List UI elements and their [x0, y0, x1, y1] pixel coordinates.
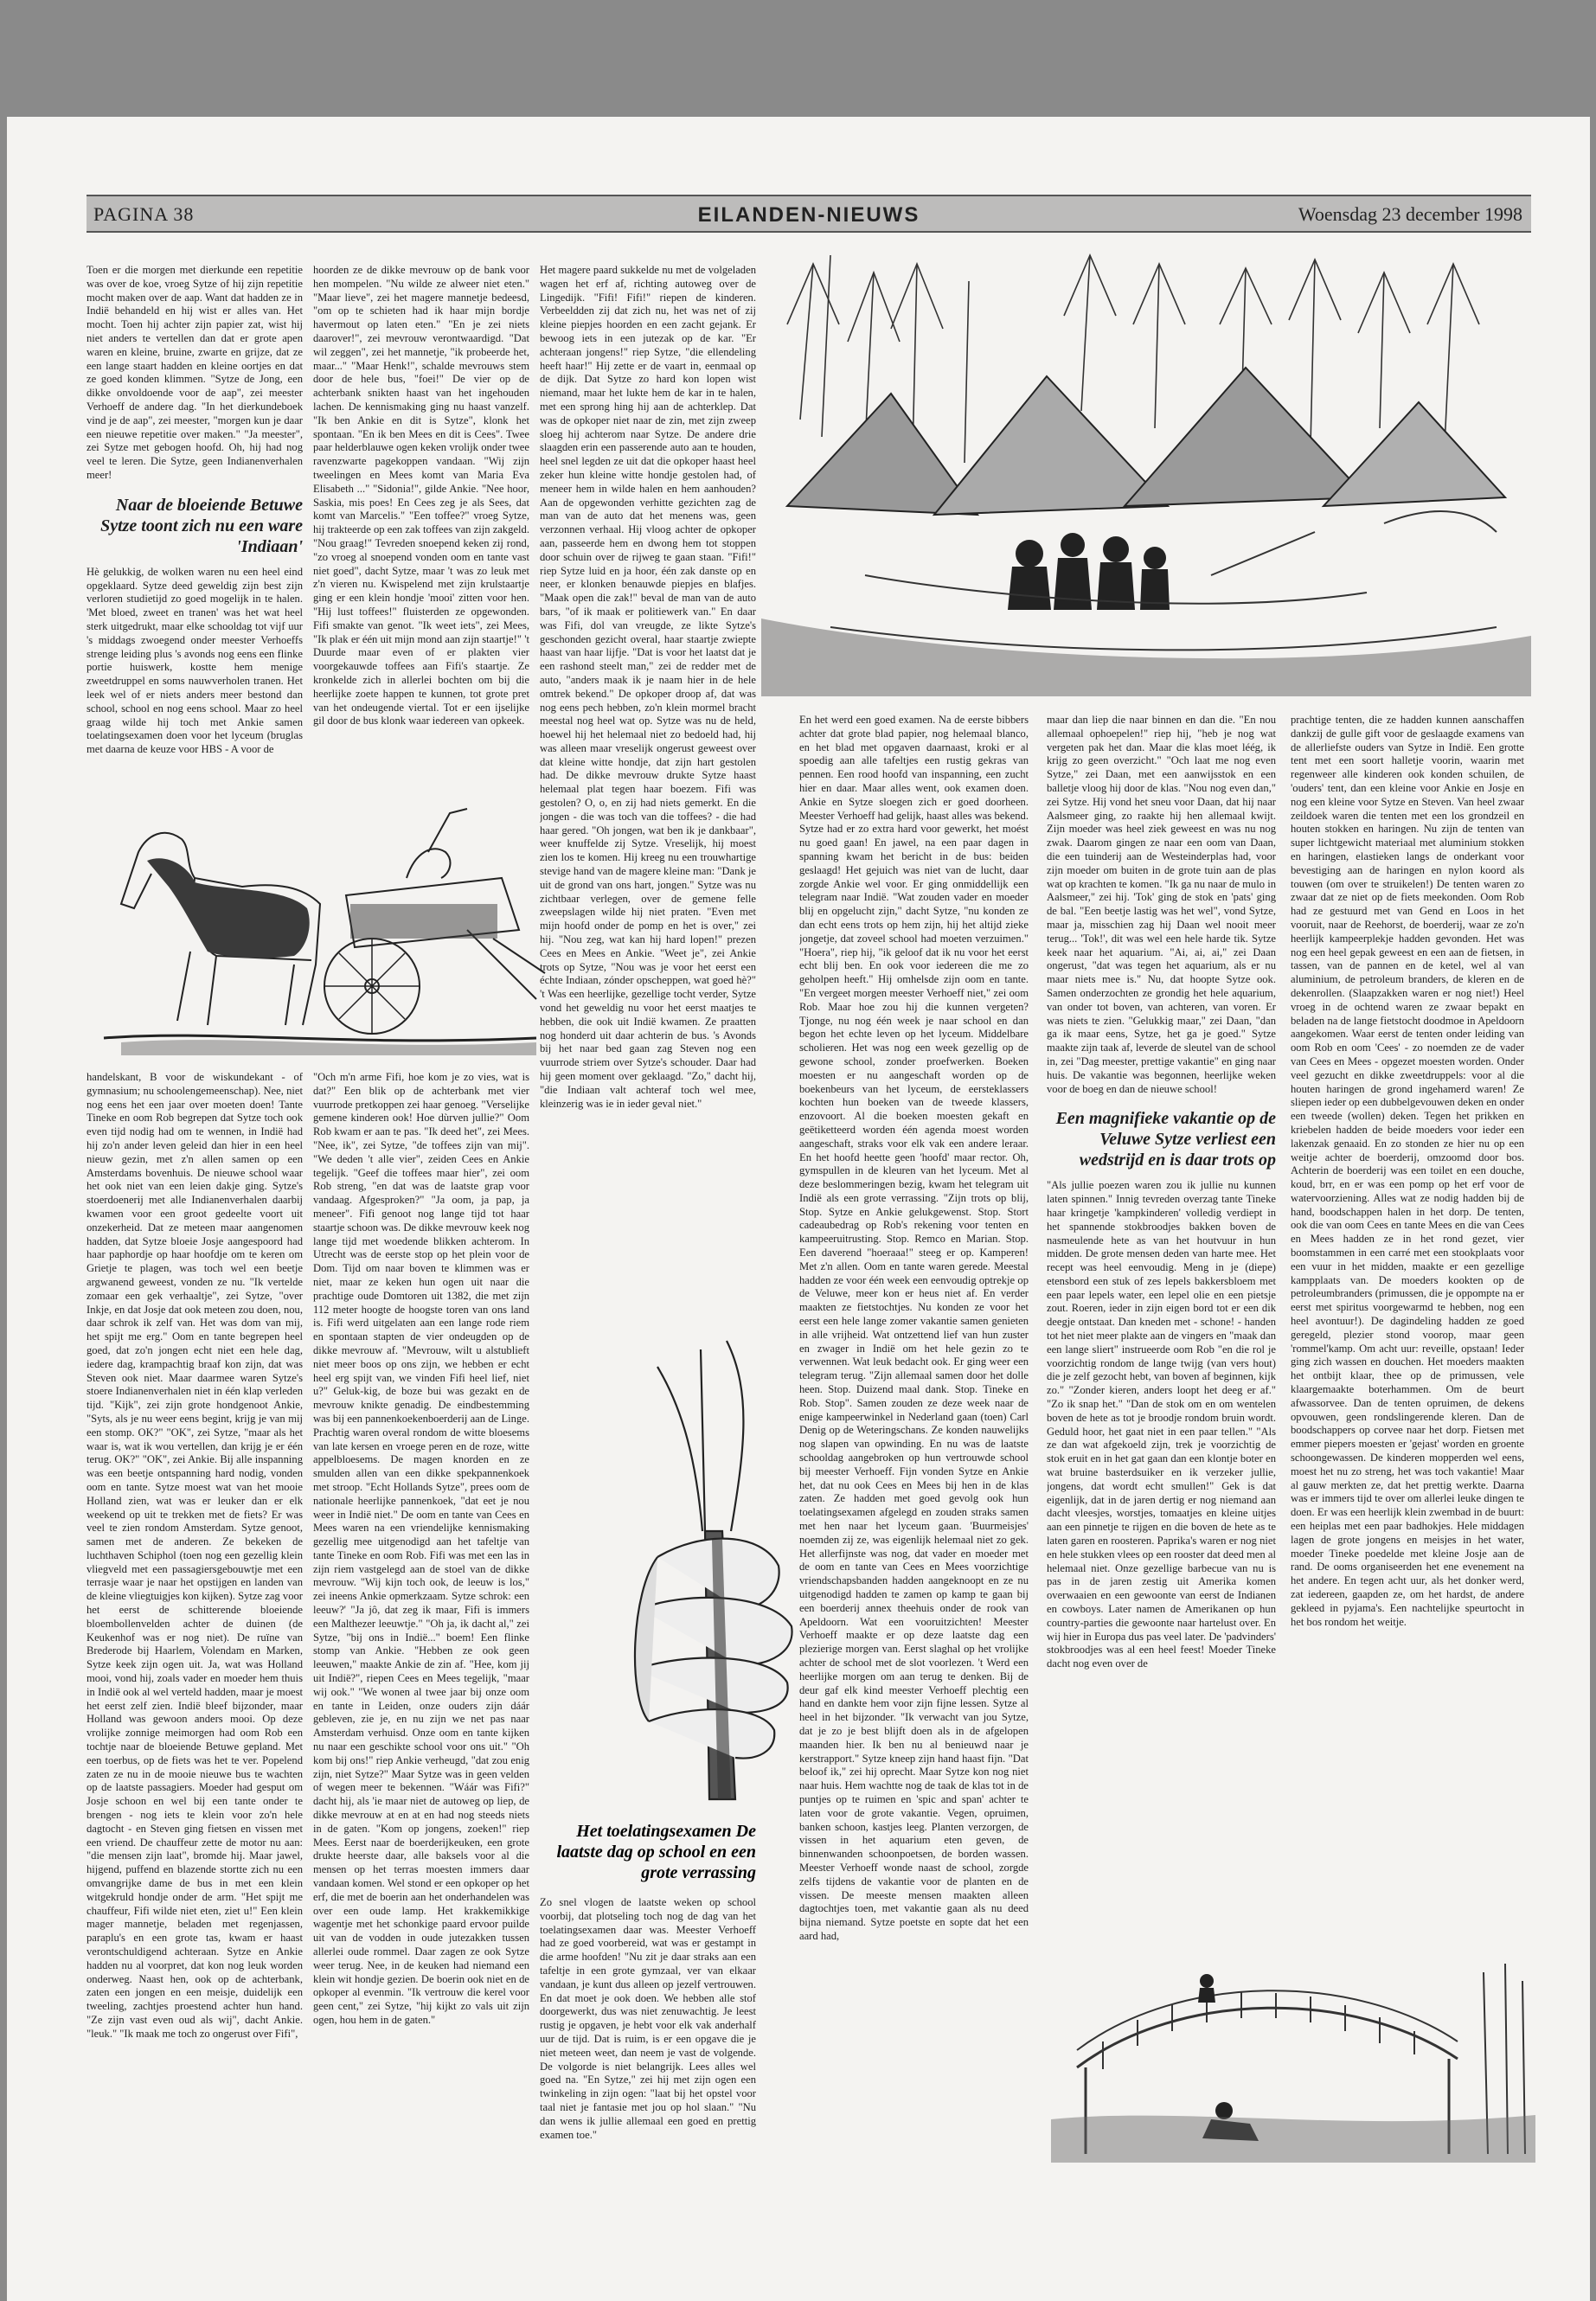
article-paragraph: handelskant, B voor de wiskundekant - of gymnasium; nu schoolengemeenschap). Nee, niet nog eens het een jaar over moeten doen! Tante Tineke en oom Rob begrepen dat Sytze toch ook even tijd nodig had om te wennen, in Indië had hij zo'n ander leven geleid dan hier in een heel nieuw gezin, met z'n allen samen op een Amsterdams bovenhuis. De nieuwe school waar het ook niet van een leien dakje ging. Sytze's stoerdoenerij met alle Indianenverhalen daarbij kwamen voor een groot gedeelte voort uit onzekerheid. Dat ze meteen maar aangenomen hadden, dat Sytze bloeie Josje aangespoord had haar paphordje op haar hoofdje om te keren om Grietje te plagen, was toch wel een beetje argwanend geweest, vonden ze nu. "Ik vertelde zomaar een gek verhaaltje", zei Sytze, "over Inkje, en dat Josje dat ook meteen zou doen, nou, daar schrok ik zelf van. Het was dom van mij, het spijt me erg." Oom en tante begrepen heel goed, dat zo'n jongen echt niet een hele dag, iedere dag, krampachtig braaf kon zijn, dat was Steven ook niet. Maar daarmee waren Sytze's stoere Indianenverhalen niet in één klap verleden tijd. "Kijk", zei zijn grote hondgenoot Ankie, "Syts, als je nu weer eens begint, krijg je van mij een stomp. OK?" "OK", zei Sytze, "maar als het waar is, wat ik wou vertellen, dan krijg je er één terug. OK?" "OK", zei Ankie. Bij alle inspanning was een beetje ontspanning hard nodig, vonden oom en tante. Sytze moest wat van het mooie Holland zien, wat was er leuker dan er elk weekend op uit te trekken met de fiets? Er was veel te zien rondom Amsterdam. Sytze genoot, samen met de anderen. Ze bekeken de luchthaven Schiphol (toen nog een gezellig klein vliegveld met een passagiersgebouwtje met een terrasje waar je naar het opstijgen en landen van de kleine vliegtuigjes kon kijken). Sytze zag voor het eerst de schitterende bloeiende bloembollenvelden achter de duinen (de Keukenhof was er nog niet). De ruïne van Brederode bij Haarlem, Volendam en Marken, Sytze keek zijn ogen uit. Ja, wat was Holland mooi, vond hij, zoals vader en moeder hem thuis in Indië ook al wel verteld hadden, maar je moest het eerst zelf zien. Indië bleef bijzonder, maar Holland was gewoon anders mooi. Op deze vrolijke zonnige meimorgen had oom Rob een tochtje naar de bloeiende Betuwe gepland. Met een toerbus, op de fiets was het te ver. Popelend zaten ze nu in de mooie nieuwe bus te wachten op de laatste passagiers. Moeder had gesput om Josje schoon en wel bij een tante onder te brengen - nog iets te klein voor zo'n hele dagtocht - en Steven ging fietsen en vissen met een vriend. De chauffeur zette de motor nu aan: "die mensen zijn laat", bromde hij. Maar jawel, hijgend, puffend en blazende stortte zich nu een omvangrijke dame de bus in met een klein witgekruld hondje onder de arm. "Het spijt me chauffeur, Fifi wilde niet eten, ziet u!" Een klein mager mannetje, beladen met regenjassen, paraplu's en een grote tas, kwam er haast verontschuldigend achteraan. Sytze en Ankie hadden nu al voorpret, dat kon nog leuk worden onderweg. Naast hen, ook op de achterbank, zaten een jongen en een meisje, duidelijk een tweeling, zachtjes proestend achter hun hand. "Ze zijn vast even oud als wij", dacht Ankie. "leuk." "Ik maak me toch zo ongerust over Fifi",	[87, 1071, 303, 2040]
column-2-top	[313, 264, 529, 787]
column-1-top	[87, 264, 303, 787]
article-paragraph: "Als jullie poezen waren zou ik jullie nu kunnen laten spinnen." Innig tevreden overzag tante Tineke haar kringetje 'kampkinderen' volledig verdiept in het spannende stokbroodjes bakken boven de nasmeulende hete as van het houtvuur in hun midden. De grote mensen deden van harte mee. Het recept was heel eenvoudig. Meng in je (diepe) etensbord een stuk of zes lepels bakkersbloem met een paar lepels water, een lepel olie en een pietsje zout. Roeren, ieder in zijn eigen bord tot er een dik deegje ontstaat. Dan kneden met - schone! - handen tot het niet meer plakte aan de vingers en "maak dan een lange sliert" instrueerde oom Rob "en die rol je voorzichtig rondom de lange twijg (van vers hout) die je zelf gezocht hebt, van boven af beginnen, kijk zo." "Zonder kieren, anders loopt het deeg er af." "Zo ik snap het." "Dan de stok om en om wentelen boven de hete as tot je broodje rondom bruin wordt. Geduld hoor, het gaat niet in een paar tellen." "Als ze dan wat afgekoeld zijn, trek je voorzichtig de stok eruit en in het gat gaan dan een klontje boter en wat bruine basterdsuiker en ik verzeker jullie, jongens, dat wordt echt smullen!" Gek is dat eigenlijk, dat in de jaren dertig er nog niemand aan dacht vleesjes, worstjes, tomaatjes en kleine uitjes aan een pinnetje te rijgen en die boven de hete as te laten garen en roosteren. Paprika's waren er nog niet en hele stukken vlees op een rooster dat deed men al helemaal niet. Onze gezellige barbecue van nu is pas in de jaren zestig uit Amerika komen overwaaien en een gewoonte van eerst de Indianen en cowboys. Later namen de Amerikanen op hun country-parties die gewoonte naar hartelust over. En wij hier in Europa dus pas veel later. De 'padvinders' stokbroodjes was al een heel feest! Moeder Tineke dacht nog even over de	[1047, 1179, 1276, 1670]
column-2-bottom	[313, 1071, 529, 2135]
newspaper-title: EILANDEN-NIEUWS	[697, 203, 920, 227]
column-3-bottom	[540, 1896, 756, 2147]
article-paragraph: maar dan liep die naar binnen en dan die. "En nou allemaal ophoepelen!" riep hij, "heb je nog wat vergeten pak het dan. Maar die klas moet léég, ik krijg zo geen overzicht." "Och laat me nog even Sytze," zei Daan, met een aanwijsstok en een balletje vloog hij door de klas. "Nou nog even dan," zei Sytze. Hij vond het sneu voor Daan, dat hij naar Aalsmeer ging, zo raakte hij hen allemaal kwijt. Zijn moeder was heel ziek geweest en was nu nog zwak. Daarom gingen ze naar een oom van Daan, die een tuinderij aan de Westeinderplas had, voor zijn moeder om buiten in de grote tuin aan de plas wat op krachten te komen. "Ik ga nu naar de mulo in Aalsmeer," zei hij. 'Tok' ging de stok en 'pats' ging de bal. "Een beetje lastig was het wel", vond Sytze, maar ja, misschien zag hij Daan wel nooit meer terug... 'Tok!', dit was wel een hele harde tik. Sytze keek naar het aquarium. "Ai, ai, ai," zei Daan ongerust, "dat was tegen het aquarium, als er nu maar niets mee is." Nu, dat hoopte Sytze ook. Samen onderzochten ze grondig het hele aquarium, van onder tot boven, van achteren, van voren. Er was niets te zien. "Gelukkig maar," zei Daan, "dan ga ik maar eens, Sytze, het ga je goed." Sytze maakte zijn taak af, leverde de sleutel van de school in, zei "Dag meester, prettige vakantie" en ging naar huis. De vakantie was begonnen, heerlijke weken voor de boeg en dan de nieuwe school!	[1047, 714, 1276, 1095]
article-paragraph: Toen er die morgen met dierkunde een repetitie was over de koe, vroeg Sytze of hij zijn repetitie mocht maken over de aap. Want dat hadden ze in Indië behandeld en hij wist er alles van. Het mocht. Toen hij achter zijn papier zat, wist hij niet anders te vertellen dan dat er grote apen waren en kleine, bruine, zwarte en grijze, dat ze een lange staart hadden en kleine oortjes en dat ze goed konden klimmen. "Sytze de Jong, een dikke onvoldoende voor de aap", zei meester Verhoeff de andere dag. "In het dierkundeboek vind je de aap", zei meester, "morgen kun je daar een nieuwe repetitie over maken." "Ja meester", zei Sytze met gebogen hoofd. Oh, hij had nog veel te leren. Die Sytze, geen Indianenverhalen meer!	[87, 264, 303, 481]
page-header	[87, 195, 1531, 233]
section-headline: Het toelatingsexamen De laatste dag op school en een grote verrassing	[556, 1822, 756, 1882]
campsite-illustration	[761, 247, 1531, 696]
issue-date: Woensdag 23 december 1998	[1298, 203, 1522, 225]
article-paragraph: hoorden ze de dikke mevrouw op de bank voor hen mompelen. "Nu wilde ze alweer niet eten." "Maar lieve", zei het magere mannetje bedeesd, "om op te schieten had ik haar mijn bordje havermout op laten eten." "En je zei niets daarover!", zei mevrouw verontwaardigd. "Dat wil zeggen", zei het mannetje, "ik probeerde het, maar..." "Maar Henk!", schalde mevrouws stem door de hele bus, "foei!" De vier op de achterbank snikten haast van het ingehouden lachen. De kennismaking ging nu haast vanzelf. "Ik ben Ankie en dit is Sytze", klonk het spontaan. "En ik ben Mees en dit is Cees". Twee paar helderblauwe ogen keken vrolijk onder twee ravenzwarte pagekoppen vandaan. "Wij zijn tweelingen en Mees komt van Maria Eva Elisabeth ..." "Sidonia!", gilde Ankie. "Nee hoor, Saskia, mis poes! En Cees zeg je als Sees, dat komt van Marcelis." "Een toffee?" vroeg Sytze, hij trakteerde op een zak toffees van zijn zakgeld. "Nou graag!" Tevreden snoepend keken zij rond, "zo vroeg al snoepend vonden oom en tante vast niet goed", dacht Sytze, maar 't was zo leuk met z'n vieren nu. Kwispelend met zijn krulstaartje ging er een klein hondje 'mooi' zitten voor hen. "Hij lust toffees!" fluisterden ze opgewonden. Fifi smakte van genot. "Ik weet iets", zei Mees, "Ik plak er één uit mijn mond aan zijn staartje!" 't Duurde maar even of er plakten vier voorgekauwde toffees aan Fifi's staartje. Ze kronkelde zich in allerlei bochten om bij die heerlijke zoete happen te kunnen, tot grote pret van het ondeugende viertal. Tot er een ijselijke gil door de bus klonk waar iedereen van opkeek.	[313, 264, 529, 727]
column-4	[799, 714, 1029, 2150]
article-headline: Naar de bloeiende Betuwe Sytze toont zich nu een ware 'Indiaan'	[100, 495, 303, 556]
horse-cart-illustration	[87, 800, 554, 1060]
column-1-bottom	[87, 1071, 303, 2135]
article-paragraph: En het werd een goed examen. Na de eerste bibbers achter dat grote blad papier, nog helemaal blanco, en het blad met opgaven daarnaast, kroki er al spoedig aan alle tafeltjes een rustig gekras van pennen. Een rood hoofd van inspanning, een zucht hier en daar. Maar alles went, ook examen doen. Ankie en Sytze sloegen zich er goed doorheen. Meester Verhoeff had gelijk, haast alles was bekend. Sytze had er zo extra hard voor gewerkt, het moést nu goed gaan! En jawel, na een paar dagen in spanning kwam het bericht in de bus: beiden geslaagd! Het gejuich was niet van de lucht, daar zorgde Ankie wel voor. Er ging onmiddellijk een telegram naar Indië. "Wat zouden vader en moeder blij en opgelucht zijn," dacht Sytze, "nu konden ze dan echt eens trots op hem zijn, hij het altijd zieke jongetje, dat zoveel school had moeten verzuimen." "Hoera", riep hij, "ik geloof dat ik nu voor het eerst echt blij ben. En ook voor iedereen die me zo geholpen heeft." Hij omhelsde zijn oom en tante. "En vergeet morgen meester Verhoeff niet," zei oom Rob. Maar hoe zou hij die kunnen vergeten? Tjonge, nu nog één week je naar school en dan begon het echte leven op het lyceum. Middelbare scholieren. Het was nog een week gezellig op de gewone school, zonder proefwerken. Boeken moesten er nu aangeschaft worden op de boekenbeurs van het lyceum, de eersteklassers kochten hun boeken van de tweede klassers, enzovoort. Al die boeken moesten gekaft en geëtiketteerd worden één agenda moest worden aangeschaft, straks voor elk vak een andere leraar. En het hoofd heette geen 'hoofd' maar rector. Oh, gymspullen in de kleuren van het lyceum. Met al deze beslommeringen bezig, kwam het telegram uit Indië als een grote verrassing. "Zijn trots op blij, Stop. Sytze en Ankie gelukgewenst. Stop. Stort cadeaubedrag op Rob's rekening voor tenten en kampeeruitrusting. Stop. Remco en Marian. Stop. Een daverend "hoeraaa!" steeg er op. Kamperen! Met z'n allen. Oom en tante waren gerede. Meestal hadden ze voor één week een eenvoudig optrekje op de Veluwe, meer kon er heus niet af. En verder maakten ze fietstochtjes. Nu konden ze voor het eerst een hele lange zomer vakantie samen genieten in alle vrijheid. Wat ontzettend lief van hun zuster en zwager in Indië om het hele gezin zo te verwennen. Wat leuk bedacht ook. Er ging weer een telegram terug. "Zijn allemaal samen door het dolle heen. Stop. Duizend maal dank. Stop. Tineke en Rob. Stop". Samen zouden ze deze week naar de enige kampeerwinkel in Nederland gaan (toen) Carl Denig op de Weteringschans. Ze konden nauwelijks nog slapen van opwinding. En nu was de laatste schooldag aangebroken op hun vertrouwde school bij meester Verhoeff. Fijn vonden Sytze en Ankie het, dat nu ook Cees en Mees bij hen in de klas zaten. Ze hadden met goed gevolg ook hun toelatingsexamen afgelegd en zouden straks samen met hen naar het lyceum gaan. 'Buurmeisjes' noemden zij ze, was eigenlijk helemaal niet zo gek. Het allerfijnste was nog, dat vader en moeder met de oom en tante van Cees en Mees voorzichtige vriendschapsbanden hadden aangeknoopt en ze nu uitgenodigd hadden te zamen op kamp te gaan bij een boerderij annex theehuis onder de rook van Apeldoorn. Wat een vooruitzichten! Meester Verhoeff maakte er op deze laatste dag een plezierige morgen van. Eerst slaghal op het vrolijke achter de school met de slot voorlezen. 't Werd een heerlijke morgen om aan terug te denken. Bij de deur gaf elk kind meester Verhoeff plechtig een hand en dankte hem voor zijn fijne lessen. Sytze al heel in het bijzonder. "Ik verwacht van jou Sytze, dat je zo je best blijft doen als in de afgelopen maanden hier. Ik ben nu al benieuwd naar je kerstrapport." Sytze kneep zijn hand haast fijn. "Dat beloof ik," zei hij oprecht. Maar Sytze kon nog niet naar huis. Hem wachtte nog de taak de klas tot in de puntjes op te ruimen en 'spic and span' achter te laten voor de grote vakantie. Vegen, opruimen, banken schoon, kastjes leeg. Planten verzorgen, de vissen in het aquarium eten geven, de binnenwanden schoonpoetsen, de borden wassen. Meester Verhoeff wonde naast de school, zorgde zelfs tijdens de vakantie voor de planten en de vissen. De meeste mensen maakten alleen dagtochtjes toen, met vakantie gaan als nu deed bijna niemand. Sytze poetste en sopte dat het een aard had,	[799, 714, 1029, 1942]
article-paragraph: "Och m'n arme Fifi, hoe kom je zo vies, wat is dat?" Een blik op de achterbank met vier vuurrode pretkoppen zei haar genoeg. "Verselijke gemene kinderen ook! Hoe dùrven jullie?" Oom Rob kwam er aan te pas. "Ik deed het", zei Mees. "Nee, ik", zei Sytze, "de toffees zijn van mij". "We deden 't alle vier", zeiden Cees en Ankie tegelijk. "Geef die toffees maar hier", zei oom Rob streng, "en dat was de laatste grap voor vandaag. Afgesproken?" "Ja oom, ja pap, ja meneer". Fifi genoot nog lange tijd tot haar staartje schoon was. De dikke mevrouw keek nog lange tijd met woedende blikken achterom. In Utrecht was de eerste stop op het plein voor de Dom. Tijd om naar boven te klimmen was er niet, maar ze keken hun ogen uit naar die prachtige oude Domtoren uit 1382, die met zijn 112 meter hoogte de hoogste toren van ons land is. Fifi werd uitgelaten aan een lange rode riem en spontaan stapten de vier ondeugden op de dikke mevrouw af. "Mevrouw, wilt u alstublieft niet meer boos op ons zijn, we hebben er echt heel erg spijt van, we vinden Fifi heel lief, niet u?" Geluk-kig, de boze bui was gezakt en de mevrouw knikte genadig. De eindbestemming was bij een pannenkoekenboerderij aan de Linge. Prachtig waren overal rondom de witte bloesems van late kersen en vroege peren en de roze, witte appelbloesems. De magen knorden en ze smulden allen van een dikke spekpannenkoek met stroop. "Echt Hollands Sytze", prees oom de nationale heerlijke pannenkoek, "dat eet je nou weer in Indië niet." De oom en tante van Cees en Mees waren na een vriendelijke kennismaking gezellig mee uitgenodigd aan het tafeltje van tante Tineke en oom Rob. Fifi was met een las in zijn riem vastgelegd aan de stoel van de dikke mevrouw. "Wij kijn toch ook, de leeuw is los," zei ineens Ankie opmerkzaam. Sytze schrok: een leeuw?' "Ja jô, dat zeg ik maar, Fifi is immers een Malthezer leeuwtje." "Oh ja, ik dacht al," zei Sytze, "bij ons in Indië..." boem! Een flinke stomp van Ankie. "Hebben ze ook geen leeuwen," maakte Ankie de zin af. "Hee, kom jij uit Indië?", riepen Cees en Mees tegelijk, "maar wij ook." "We wonen al twee jaar bij onze oom en tante in Leiden, onze ouders zijn dáár gebleven, zie je, en nu zijn we net pas naar Amsterdam verhuisd. Onze oom en tante kijken nu naar een geschikte school voor ons uit." "Oh kom bij ons!" riep Ankie verheugd, "dat zou enig zijn, niet Sytze?" Maar Sytze was in geen velden of wegen meer te bekennen. "Wáár was Fifi?" dacht hij, als 'ie maar niet de autoweg op liep, de dikke mevrouw at en at en had nog steeds niets in de gaten. "Kom op jongens, zoeken!" riep Mees. Eerst naar de boerderijkeuken, een grote drukte heerste daar, alle baksels voor al die mensen op het terras moesten immers daar vandaan komen. Wel stond er een opkoper op het erf, die met de boerin aan het onderhandelen was over een oude lamp. Het krakkemikkige wagentje met het schonkige paard ervoor puilde uit van de vodden in oude jutezakken tussen allerlei oude rommel. Daar zagen ze ook Sytze weer terug. Nee, in de keuken had niemand een klein wit hondje gezien. De boerin ook niet en de opkoper al evenmin. "Ik vertrouw die kerel voor geen cent," zei Sytze, "hij kijkt zo vals uit zijn ogen, hou hem in de gaten."	[313, 1071, 529, 2026]
bridge-illustration	[1051, 1955, 1535, 2163]
article-paragraph: Het magere paard sukkelde nu met de volgeladen wagen het erf af, richting autoweg over de Lingedijk. "Fifi! Fifi!" riepen de kinderen. Verbeeldden zij dat zich nu, het was net of zij kleine piepjes hoorden en een zacht gejank. Er bewoog iets in een jutezak op de kar. "Er achteraan jongens!" riep Sytze, "die ellendeling heeft haar!" Hij zette er de vaart in, eenmaal op de dijk. Dat Sytze zo hard kon lopen wist niemand, maar het lukte hem de kar in te halen, met een sprong hing hij aan de achterklep. Dat was de opkoper niet naar de zin, met zijn zweep sloeg hij achterom naar Sytze. De andere drie slaagden erin een passerende auto aan te houden, heel snel legden ze uit dat die opkoper haast heel zeker hun kleine witte hondje gestolen had, of meneer hem in wilde halen en hem aanhouden? Aan de opgewonden verhitte gezichten zag de man van de auto dat het menens was, geen verzonnen verhaal. Hij vloog achter de opkoper aan, passeerde hem en dwong hem tot stoppen door schuin over de rijweg te gaan staan. "Fifi!" riep Sytze luid en ja hoor, één zak danste op en neer, er klonken benauwde piepjes en blafjes. "Maak open die zak!" beval de man van de auto bars, "of ik maak er politiewerk van." En daar was Fifi, dol van vreugde, ze likte Sytze's geschonden gezicht overal, haar staartje zwiepte haast van haar lijfje. "Dat is voor het laatst dat je een rashond steelt man," zei de redder met de auto, "anders maak ik je naam hier in de hele omtrek bekend." De opkoper droop af, dat was nog eens pech hebben, zo'n klein mormel bracht meestal nog heel wat op. Sytze was nu de held, hoewel hij het helemaal niet zo bedoeld had, hij was alleen maar vreselijk ongerust geweest over dat kleine witte hondje, dat zijn hart gestolen had. De dikke mevrouw drukte Sytze haast helemaal plat tegen haar boezem. Fifi was gestolen? O, o, en zij had niets gemerkt. En die jongen - die was toch van die toffees? - die had haar gered. "Oh jongen, wat ben ik je dankbaar", weer knuffelde zij Sytze. Vreselijk, hij moest zien los te komen. Hij kreeg nu een trouwhartige stevige hand van de magere kleine man: "Dank je uit de grond van ons hart, jongen." Sytze was nu zichtbaar verlegen, over de gemene felle zweepslagen wilde hij niet praten. "Even met mijn hoofd onder de pomp en het is over," zei hij. "Nou zeg, wat kan hij hard lopen!" prezen Cees en Mees en Ankie. "Weet je", zei Ankie trots op Sytze, "Nou was je voor het eerst een échte Indiaan, zónder opscheppen, wat goed hè?" 't Was een heerlijke, gezellige tocht verder, Sytze vond het geweldig nu voor het eerst maatjes te hebben, die ook uit Indië kwamen. Ze praatten nog honderd uit daar achterin de bus. 's Avonds bij het naar bed gaan zag Steven nog een vuurrode striem over Sytze's schouder. Daar had hij geen moment over geklaagd. "Zo," dacht hij, "die Indiaan valt achteraf toch wel mee, kleinzerig was ie in ieder geval niet."	[540, 264, 756, 1110]
article-headline: Een magnifieke vakantie op de Veluwe Sytze verliest een wedstrijd en is daar trots op	[1055, 1109, 1276, 1170]
column-5	[1047, 714, 1276, 1951]
page-number: PAGINA 38	[93, 203, 195, 225]
column-3-top	[540, 264, 756, 1328]
column-6	[1291, 714, 1524, 1951]
article-paragraph: Zo snel vlogen de laatste weken op school voorbij, dat plotseling toch nog de dag van het toelatingsexamen daar was. Meester Verhoeff had ze goed voorbereid, wat was er gestampt in die arme hoofden! "Nu zit je daar straks aan een tafeltje in een grote gymzaal, ver van elkaar vandaan, je kunt dus alleen op jezelf vertrouwen. En dat moet je ook doen. We hebben alle stof doorgewerkt, dus was niet zenuwachtig. Je leest rustig je opgaven, je hebt voor elk vak anderhalf uur de tijd. Dat is ruim, is er een opgave die je niet meteen weet, dan neem je vast de volgende. De volgorde is niet belangrijk. Lees alles wel goed na. "En Sytze," zei hij met zijn ogen een twinkeling in zijn ogen: "laat bij het opstel voor taal niet je fantasie met jou op hol slaan." "Nu dan wens ik jullie allemaal een goed en prettig examen toe."	[540, 1896, 756, 2141]
article-paragraph: prachtige tenten, die ze hadden kunnen aanschaffen dankzij de gulle gift voor de geslaagde examens van de allerliefste ouders van Sytze in Indië. Een grotte tent met een soort halletje voorin, waarin met regenweer alle kinderen ook konden schuilen, de 'ouders' tent, dan een kleine voor Ankie en Josje en nog een kleine voor Sytze en Steven. Van heel zwaar zeildoek waren die tenten met een los grondzeil en houten stokken en haringen. Nu zijn de tenten van super lichtgewicht materiaal met aluminium stokken en haringen, elastieken langs de onderkant voor bevestiging aan de haringen en nylon koord als touwen (om over te struikelen!) De tenten waren zo zwaar dat ze niet op de fiets meekonden. Oom Rob had ze gestuurd met van Gend en Loos in het vooruit, naar de Reehorst, de boerderij, waar ze zo'n heerlijk kampeerplekje hadden gevonden. Het was nog een heel gepak geweest en een aan de fietsen, in tassen, van de pannen en de ketel, wel al van aluminium, de petroleum branders, de kleren en de dekenrollen. (Slaapzakken waren er nog niet!) Heel vroeg in de ochtend waren ze zwaar bepakt en beladen na de lange fietstocht doodmoe in Apeldoorn aangekomen. Waar eerst de tenten onder leiding van oom Rob en oom 'Cees' - zo noemden ze de vader van Cees en Mees - opgezet moesten worden. Onder veel gezucht en dikke zweetdruppels: voor al die houten haringen de grond ingehamerd waren! Ze sliepen ieder op een dubbelgevouwen deken en onder een tweede (wollen) deken. Tegen het prikken en kriebelen hadden de beide moeders voor ieder een lakenzak genaaid. En zo stonden ze hier nu op een weitje achter de boerderij, omzoomd door bos. Achterin de boerderij was een toilet en een douche, koud, brr, en er was een pomp op het erf voor de watervoorziening. Alles wat ze nodig hadden bij de hand, boodschappen halen in het dorp. De tenten, ook die van oom Cees en tante Mees en die van Cees en Mees hadden ze in het rond gezet, vier boomstammen in een carré met een stookplaats voor een vuur in het midden, maakte er een gezellige kampplaats van. De moeders kookten op de petroleumbranders (primussen, die je oppompte na er eerst met spiritus voorgewarmd te hebben, nog een heel avontuur!). De dagindeling hadden ze goed geregeld, plezier stond voorop, maar geen 'rommel'kamp. Om acht uur: reveille, opstaan! Ieder ging zich wassen en douchen. Het moeders maakten het ontbijt klaar, thee op de primussen, vele klaargemaakte boterhammen. Om de beurt afwassorvee. Dan de tenten opruimen, de dekens opvouwen, geen rondslingerende kleren. Dan de boodschappers op corvee naar het dorp. Fietsen met emmer piepers moesten er 'gejast' worden en groente schoongewassen. De kinderen mopperden wel eens, moest het nu zo streng, het was toch vakantie! Maar al gauw merkten ze, dat het prettig werkte. Daarna was er immers tijd te over om allerlei leuke dingen te doen. Er was een heerlijk klein zwembad in de buurt: een heiplas met een paar badhokjes. Hele middagen lagen de grote jongens en meisjes in het water, moeder Tineke poedelde met kleine Josje aan de rand. De ooms organiseerden het ene evenement na het andere. En tegen acht uur, als het donker werd, zat iedereen, gaapden ze, om het hardst, de andere gekleed in pyjama's. Een nachtelijke speurtocht in het bos rondom het weitje.	[1291, 714, 1524, 1628]
article-paragraph: Hè gelukkig, de wolken waren nu een heel eind opgeklaard. Sytze deed geweldig zijn best zijn verloren studietijd zo goed mogelijk in te halen. 'Met bloed, zweet en tranen' was het wat heel sterk uitgedrukt, maar elke schooldag tot vijf uur 's middags zwoegend onder meester Verhoeffs strenge leiding plus 's avonds nog eens een flinke portie huiswerk, kostte hem menige zweetdruppel en soms nauwverholen tranen. Het leek wel of er niets anders meer bestond dan school, school en nog eens school. Maar zo heel graag wilde hij toch met Ankie samen toelatingsexamen doen voor het lyceum (bruglas met daarna de keuze voor HBS - A voor de	[87, 565, 303, 756]
